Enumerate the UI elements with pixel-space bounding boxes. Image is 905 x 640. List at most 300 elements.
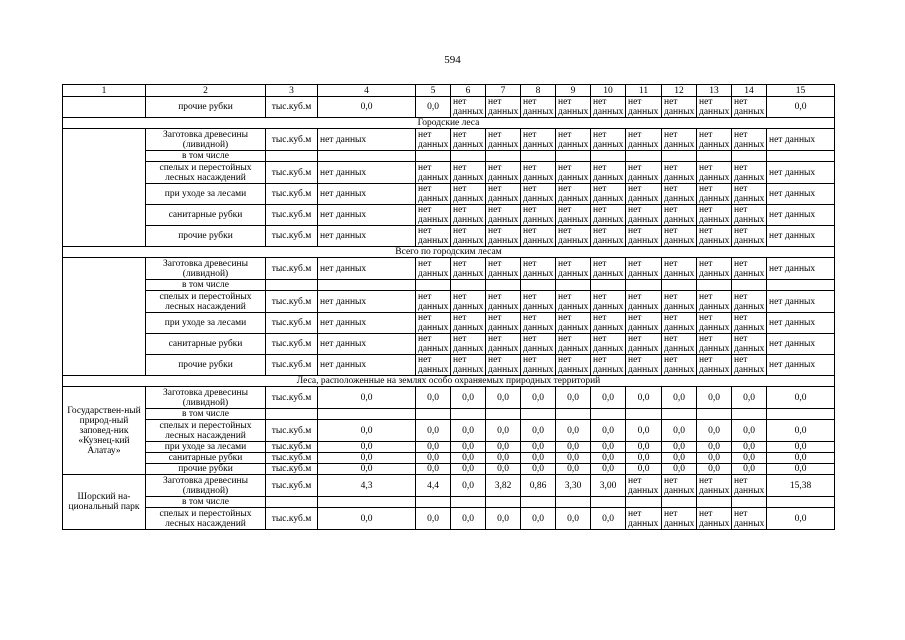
no-data-text: нет xyxy=(734,226,748,236)
no-data-cell xyxy=(451,334,486,355)
value-cell: 0,0 xyxy=(318,420,416,442)
value-cell: 0,0 xyxy=(626,442,662,453)
unit-cell: тыс.куб.м xyxy=(266,442,318,453)
no-data-text: нет xyxy=(699,291,713,302)
no-data-text: данных xyxy=(699,365,730,375)
value-cell xyxy=(486,497,521,508)
value-cell xyxy=(416,497,451,508)
no-data-cell: нет данных xyxy=(318,334,416,355)
no-data-text: нет xyxy=(523,355,537,365)
value-cell: 0,0 xyxy=(318,453,416,464)
no-data-text: данных xyxy=(734,194,765,204)
no-data-cell xyxy=(486,97,521,118)
no-data-text: данных xyxy=(628,518,659,529)
value-cell: 0,0 xyxy=(591,464,626,475)
no-data-text: данных xyxy=(628,301,659,312)
no-data-cell xyxy=(486,226,521,247)
no-data-text: нет xyxy=(523,97,537,107)
unit-cell: тыс.куб.м xyxy=(266,205,318,226)
value-cell: 0,0 xyxy=(521,508,556,530)
no-data-text: нет xyxy=(628,355,642,365)
no-data-text: нет xyxy=(734,258,748,269)
no-data-text: данных xyxy=(593,323,624,333)
no-data-cell: нет данных xyxy=(767,334,835,355)
no-data-cell xyxy=(662,205,697,226)
value-cell xyxy=(591,497,626,508)
no-data-text: нет xyxy=(558,334,572,344)
no-data-text: нет xyxy=(664,508,678,519)
no-data-text: нет xyxy=(699,334,713,344)
value-cell xyxy=(767,497,835,508)
no-data-text: данных xyxy=(734,215,765,225)
no-data-text: нет xyxy=(558,226,572,236)
value-cell: 0,0 xyxy=(451,442,486,453)
no-data-cell xyxy=(732,97,767,118)
no-data-text: нет xyxy=(488,97,502,107)
no-data-cell xyxy=(662,226,697,247)
value-cell: 0,0 xyxy=(486,453,521,464)
value-cell: 0,0 xyxy=(486,420,521,442)
value-cell: 0,0 xyxy=(486,387,521,409)
header-cell: 2 xyxy=(146,85,266,97)
no-data-cell xyxy=(521,226,556,247)
header-cell: 6 xyxy=(451,85,486,97)
no-data-text: данных xyxy=(523,236,554,246)
table-row xyxy=(63,151,835,162)
no-data-text: данных xyxy=(664,365,695,375)
no-data-text: нет xyxy=(699,355,713,365)
no-data-text: нет xyxy=(453,97,467,107)
no-data-cell xyxy=(451,313,486,334)
no-data-text: данных xyxy=(418,194,449,204)
unit-cell: тыс.куб.м xyxy=(266,464,318,475)
no-data-text: данных xyxy=(699,344,730,354)
no-data-text: данных xyxy=(453,107,484,117)
value-cell: 0,0 xyxy=(732,442,767,453)
no-data-text: данных xyxy=(558,365,589,375)
no-data-cell xyxy=(732,205,767,226)
no-data-text: данных xyxy=(418,344,449,354)
value-cell xyxy=(521,151,556,162)
no-data-cell xyxy=(732,291,767,313)
row-name: в том числе xyxy=(146,409,266,420)
no-data-text: данных xyxy=(628,194,659,204)
no-data-text: нет xyxy=(628,162,642,173)
no-data-text: данных xyxy=(593,172,624,183)
value-cell: 0,0 xyxy=(451,508,486,530)
no-data-text: нет xyxy=(558,162,572,173)
no-data-text: данных xyxy=(418,139,449,150)
table-body xyxy=(63,97,835,530)
no-data-cell: нет данных xyxy=(767,184,835,205)
no-data-cell xyxy=(732,313,767,334)
no-data-text: нет xyxy=(453,184,467,194)
no-data-cell xyxy=(556,97,591,118)
no-data-text: данных xyxy=(628,172,659,183)
value-cell xyxy=(318,409,416,420)
no-data-text: данных xyxy=(628,139,659,150)
no-data-text: данных xyxy=(558,194,589,204)
header-row xyxy=(63,85,835,97)
no-data-cell xyxy=(626,129,662,151)
section-title: Всего по городским лесам xyxy=(63,247,835,258)
header-cell: 12 xyxy=(662,85,697,97)
no-data-text: нет xyxy=(699,205,713,215)
value-cell xyxy=(626,409,662,420)
no-data-cell xyxy=(732,475,767,497)
header-cell: 9 xyxy=(556,85,591,97)
header-cell: 8 xyxy=(521,85,556,97)
unit-cell xyxy=(266,497,318,508)
group-cell xyxy=(63,258,146,376)
value-cell xyxy=(486,280,521,291)
no-data-text: нет xyxy=(523,162,537,173)
no-data-cell xyxy=(591,334,626,355)
value-cell xyxy=(591,151,626,162)
no-data-text: нет xyxy=(734,129,748,140)
no-data-cell xyxy=(626,334,662,355)
no-data-cell xyxy=(521,313,556,334)
no-data-cell xyxy=(697,97,732,118)
value-cell: 0,0 xyxy=(416,508,451,530)
no-data-text: данных xyxy=(699,172,730,183)
no-data-cell xyxy=(486,205,521,226)
row-name: спелых и перестойных лесных насаждений xyxy=(146,291,266,313)
row-name: санитарные рубки xyxy=(146,205,266,226)
value-cell xyxy=(451,280,486,291)
no-data-text: данных xyxy=(664,194,695,204)
value-cell: 0,0 xyxy=(591,387,626,409)
no-data-cell: нет данных xyxy=(767,258,835,280)
no-data-text: данных xyxy=(628,485,659,496)
value-cell: 0,0 xyxy=(451,387,486,409)
no-data-text: данных xyxy=(664,518,695,529)
no-data-text: данных xyxy=(558,107,589,117)
no-data-cell xyxy=(626,184,662,205)
no-data-text: данных xyxy=(699,107,730,117)
value-cell xyxy=(767,151,835,162)
no-data-text: нет xyxy=(664,184,678,194)
no-data-text: данных xyxy=(628,323,659,333)
no-data-text: данных xyxy=(593,107,624,117)
table-row xyxy=(63,258,835,280)
value-cell xyxy=(556,151,591,162)
no-data-text: нет xyxy=(593,291,607,302)
no-data-cell xyxy=(697,313,732,334)
no-data-text: нет xyxy=(418,226,432,236)
no-data-cell xyxy=(626,205,662,226)
no-data-cell xyxy=(556,258,591,280)
no-data-cell xyxy=(416,334,451,355)
no-data-text: нет xyxy=(523,226,537,236)
row-name: Заготовка древесины (ливидной) xyxy=(146,387,266,409)
no-data-text: данных xyxy=(734,301,765,312)
value-cell: 0,0 xyxy=(591,508,626,530)
value-cell: 0,0 xyxy=(486,464,521,475)
no-data-text: нет xyxy=(628,258,642,269)
value-cell: 0,0 xyxy=(318,97,416,118)
no-data-text: данных xyxy=(664,301,695,312)
no-data-text: нет xyxy=(699,129,713,140)
no-data-text: нет xyxy=(628,334,642,344)
value-cell: 0,0 xyxy=(451,453,486,464)
section-row xyxy=(63,118,835,129)
table-row xyxy=(63,184,835,205)
value-cell: 0,0 xyxy=(556,508,591,530)
no-data-text: нет xyxy=(734,475,748,486)
no-data-text: данных xyxy=(418,301,449,312)
no-data-cell xyxy=(662,184,697,205)
no-data-text: нет xyxy=(628,313,642,323)
no-data-text: нет xyxy=(628,184,642,194)
row-name: прочие рубки xyxy=(146,97,266,118)
no-data-cell xyxy=(556,184,591,205)
no-data-text: нет xyxy=(664,291,678,302)
table-row xyxy=(63,355,835,376)
value-cell: 0,0 xyxy=(767,508,835,530)
no-data-cell: нет данных xyxy=(318,313,416,334)
no-data-cell xyxy=(486,184,521,205)
no-data-text: данных xyxy=(523,172,554,183)
no-data-text: данных xyxy=(734,518,765,529)
unit-cell: тыс.куб.м xyxy=(266,291,318,313)
no-data-cell xyxy=(521,258,556,280)
no-data-text: данных xyxy=(558,172,589,183)
no-data-text: нет xyxy=(488,334,502,344)
group-cell xyxy=(63,97,146,118)
no-data-cell xyxy=(521,97,556,118)
no-data-text: нет xyxy=(418,129,432,140)
no-data-text: нет xyxy=(734,97,748,107)
no-data-cell xyxy=(556,291,591,313)
no-data-text: данных xyxy=(418,172,449,183)
no-data-text: нет xyxy=(593,205,607,215)
no-data-text: нет xyxy=(558,129,572,140)
no-data-text: данных xyxy=(418,268,449,279)
no-data-cell: нет данных xyxy=(318,258,416,280)
table-row xyxy=(63,475,835,497)
no-data-text: нет xyxy=(523,291,537,302)
no-data-text: нет xyxy=(558,97,572,107)
value-cell: 0,0 xyxy=(556,464,591,475)
value-cell: 0,0 xyxy=(767,387,835,409)
no-data-cell xyxy=(732,226,767,247)
no-data-text: данных xyxy=(734,172,765,183)
value-cell: 0,0 xyxy=(556,453,591,464)
no-data-text: нет xyxy=(628,291,642,302)
no-data-text: нет xyxy=(593,334,607,344)
value-cell: 0,0 xyxy=(732,420,767,442)
value-cell: 0,0 xyxy=(486,508,521,530)
no-data-text: нет xyxy=(699,162,713,173)
no-data-text: нет xyxy=(523,184,537,194)
value-cell xyxy=(318,280,416,291)
no-data-text: данных xyxy=(734,344,765,354)
value-cell xyxy=(662,151,697,162)
value-cell: 0,0 xyxy=(697,420,732,442)
header-cell: 1 xyxy=(63,85,146,97)
value-cell: 3,30 xyxy=(556,475,591,497)
no-data-cell xyxy=(451,226,486,247)
no-data-cell xyxy=(556,313,591,334)
table-row xyxy=(63,464,835,475)
no-data-cell xyxy=(451,258,486,280)
section-row xyxy=(63,376,835,387)
value-cell: 0,0 xyxy=(767,420,835,442)
no-data-cell xyxy=(662,475,697,497)
no-data-text: данных xyxy=(488,365,519,375)
no-data-text: нет xyxy=(418,334,432,344)
value-cell: 0,0 xyxy=(767,442,835,453)
no-data-text: данных xyxy=(734,323,765,333)
value-cell: 3,82 xyxy=(486,475,521,497)
no-data-text: нет xyxy=(488,291,502,302)
no-data-text: нет xyxy=(734,184,748,194)
no-data-text: нет xyxy=(628,226,642,236)
no-data-cell xyxy=(626,291,662,313)
no-data-text: данных xyxy=(664,323,695,333)
no-data-text: нет xyxy=(418,291,432,302)
no-data-cell: нет данных xyxy=(318,226,416,247)
no-data-cell xyxy=(697,205,732,226)
unit-cell: тыс.куб.м xyxy=(266,453,318,464)
no-data-text: данных xyxy=(488,215,519,225)
no-data-text: нет xyxy=(488,205,502,215)
value-cell xyxy=(556,497,591,508)
no-data-text: нет xyxy=(593,313,607,323)
header-cell: 14 xyxy=(732,85,767,97)
table-row xyxy=(63,420,835,442)
no-data-text: нет xyxy=(523,258,537,269)
no-data-text: данных xyxy=(593,194,624,204)
value-cell xyxy=(451,409,486,420)
value-cell: 0,0 xyxy=(318,442,416,453)
section-row xyxy=(63,247,835,258)
no-data-cell xyxy=(697,258,732,280)
value-cell xyxy=(697,280,732,291)
page-number: 594 xyxy=(444,54,461,66)
row-name: спелых и перестойных лесных насаждений xyxy=(146,508,266,530)
no-data-cell xyxy=(486,258,521,280)
no-data-cell xyxy=(521,162,556,184)
no-data-cell xyxy=(662,508,697,530)
no-data-cell xyxy=(451,129,486,151)
no-data-text: данных xyxy=(558,323,589,333)
no-data-cell xyxy=(662,355,697,376)
no-data-text: нет xyxy=(418,205,432,215)
no-data-cell xyxy=(732,162,767,184)
no-data-cell xyxy=(521,205,556,226)
no-data-text: нет xyxy=(734,508,748,519)
no-data-cell xyxy=(697,129,732,151)
header-cell: 15 xyxy=(767,85,835,97)
no-data-text: данных xyxy=(558,301,589,312)
no-data-text: данных xyxy=(593,236,624,246)
no-data-text: нет xyxy=(523,129,537,140)
row-name: при уходе за лесами xyxy=(146,184,266,205)
no-data-text: данных xyxy=(734,365,765,375)
value-cell: 0,0 xyxy=(416,97,451,118)
no-data-text: данных xyxy=(523,323,554,333)
no-data-text: нет xyxy=(734,334,748,344)
no-data-cell xyxy=(662,258,697,280)
no-data-text: нет xyxy=(734,291,748,302)
value-cell xyxy=(591,409,626,420)
no-data-cell xyxy=(626,313,662,334)
no-data-text: данных xyxy=(734,485,765,496)
no-data-text: нет xyxy=(488,258,502,269)
no-data-text: нет xyxy=(593,97,607,107)
no-data-cell xyxy=(521,291,556,313)
value-cell xyxy=(767,280,835,291)
no-data-text: нет xyxy=(453,205,467,215)
value-cell xyxy=(626,497,662,508)
no-data-cell xyxy=(662,129,697,151)
no-data-text: данных xyxy=(453,236,484,246)
no-data-text: данных xyxy=(523,194,554,204)
no-data-text: данных xyxy=(488,323,519,333)
no-data-text: нет xyxy=(488,184,502,194)
unit-cell: тыс.куб.м xyxy=(266,129,318,151)
no-data-text: нет xyxy=(664,97,678,107)
value-cell: 0,0 xyxy=(416,442,451,453)
no-data-text: данных xyxy=(453,194,484,204)
no-data-cell xyxy=(451,162,486,184)
no-data-cell xyxy=(626,162,662,184)
no-data-text: данных xyxy=(523,301,554,312)
unit-cell: тыс.куб.м xyxy=(266,313,318,334)
no-data-cell: нет данных xyxy=(318,184,416,205)
no-data-text: нет xyxy=(699,258,713,269)
no-data-text: нет xyxy=(734,313,748,323)
no-data-text: нет xyxy=(523,313,537,323)
header-cell: 3 xyxy=(266,85,318,97)
no-data-text: данных xyxy=(453,268,484,279)
value-cell: 0,0 xyxy=(556,420,591,442)
no-data-cell xyxy=(591,355,626,376)
value-cell xyxy=(416,409,451,420)
no-data-text: нет xyxy=(628,475,642,486)
value-cell xyxy=(318,497,416,508)
no-data-cell xyxy=(451,205,486,226)
row-name: спелых и перестойных лесных насаждений xyxy=(146,420,266,442)
header-cell: 13 xyxy=(697,85,732,97)
value-cell: 0,0 xyxy=(318,508,416,530)
no-data-text: нет xyxy=(593,129,607,140)
no-data-text: данных xyxy=(664,107,695,117)
no-data-text: нет xyxy=(699,475,713,486)
no-data-text: нет xyxy=(453,334,467,344)
no-data-text: данных xyxy=(593,139,624,150)
value-cell xyxy=(626,151,662,162)
unit-cell xyxy=(266,409,318,420)
value-cell: 0,0 xyxy=(556,387,591,409)
no-data-cell xyxy=(591,97,626,118)
value-cell xyxy=(697,409,732,420)
value-cell: 0,0 xyxy=(416,453,451,464)
table-row xyxy=(63,497,835,508)
no-data-cell: нет данных xyxy=(767,291,835,313)
no-data-text: данных xyxy=(664,236,695,246)
no-data-text: данных xyxy=(628,344,659,354)
no-data-text: нет xyxy=(628,205,642,215)
no-data-text: нет xyxy=(418,162,432,173)
no-data-cell xyxy=(591,205,626,226)
row-name: санитарные рубки xyxy=(146,453,266,464)
no-data-cell xyxy=(626,258,662,280)
no-data-cell xyxy=(697,334,732,355)
section-title: Городские леса xyxy=(63,118,835,129)
